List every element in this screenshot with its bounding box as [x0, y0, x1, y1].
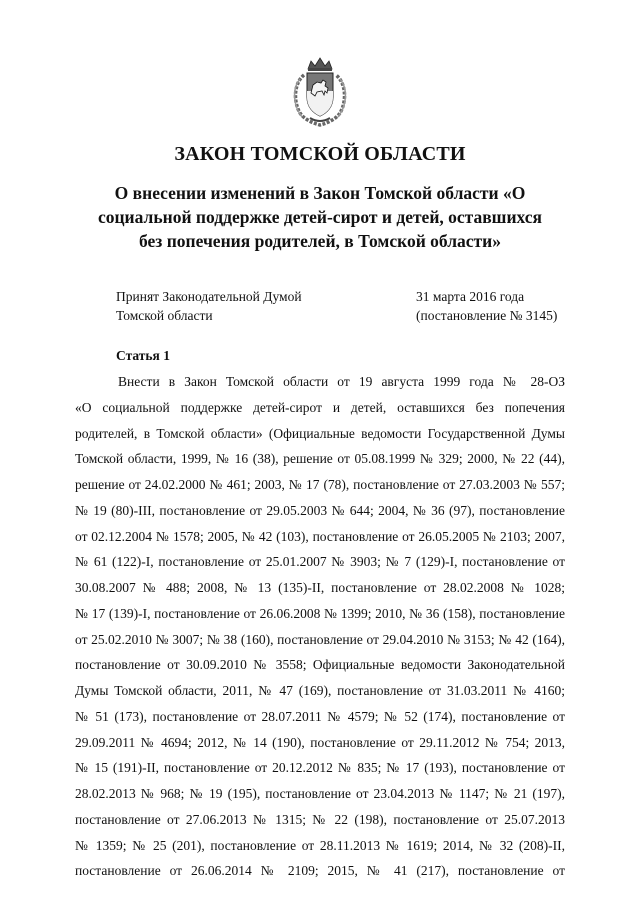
adoption-date: 31 марта 2016 года [416, 289, 525, 304]
article-body [75, 369, 565, 884]
article-text-line: Томской области, 1999, № 16 (38), решение от 05.08.1999 № 329; 2000, № 22 (44), [75, 451, 565, 467]
article-text-line: № 61 (122)-I, постановление от 25.01.2007 № 3903; № 7 (129)-I, постановление от [75, 554, 565, 570]
adopted-by-block [116, 287, 302, 325]
article-text-line: постановление от 26.06.2014 № 2109; 2015, № 41 (217), постановление от [75, 863, 565, 879]
article-text-line: «О социальной поддержке детей-сирот и детей, оставшихся без попечения [75, 399, 565, 415]
law-title: ЗАКОН ТОМСКОЙ ОБЛАСТИ [174, 143, 466, 165]
article-text-line: 30.08.2007 № 488; 2008, № 13 (135)-II, постановление от 28.02.2008 № 1028; [75, 580, 565, 595]
article-text-line: Внести в Закон Томской области от 19 августа 1999 года № 28-ОЗ [118, 374, 565, 389]
adoption-date-block [416, 287, 557, 325]
article-text-line: 28.02.2013 № 968; № 19 (195), постановление от 23.04.2013 № 1147; № 21 (197), [75, 786, 565, 801]
article-text-line: № 19 (80)-III, постановление от 29.05.2003 № 644; 2004, № 36 (97), постановление [75, 502, 565, 518]
article-text-line: № 51 (173), постановление от 28.07.2011 № 4579; № 52 (174), постановление от [75, 708, 565, 724]
article-text-line: № 17 (139)-I, постановление от 26.06.2008 № 1399; 2010, № 36 (158), постановление [75, 605, 565, 621]
article-text-line: родителей, в Томской области» (Официальные ведомости Государственной Думы [75, 425, 565, 441]
article-text-line: № 15 (191)-II, постановление от 20.12.2012 № 835; № 17 (193), постановление от [75, 760, 565, 776]
article-text-line: постановление от 27.06.2013 № 1315; № 22 (198), постановление от 25.07.2013 [75, 811, 565, 827]
adopted-by-line: Томской области [116, 308, 213, 323]
article-text-line: постановление от 30.09.2010 № 3558; Официальные ведомости Законодательной [75, 657, 565, 673]
article-text-line: от 02.12.2004 № 1578; 2005, № 42 (103), постановление от 26.05.2005 № 2103; 2007, [75, 528, 565, 544]
article-text-line: Думы Томской области, 2011, № 47 (169), постановление от 31.03.2011 № 4160; [75, 683, 565, 698]
article-heading: Статья 1 [116, 348, 170, 363]
document-subject: О внесении изменений в Закон Томской области «О социальной поддержке детей-сирот и детей, оставшихся без попечения родителей, в Томской области» [97, 183, 543, 251]
adopted-by-line: Принят Законодательной Думой [116, 289, 302, 304]
article-text-line: № 1359; № 25 (201), постановление от 28.11.2013 № 1619; 2014, № 32 (208)-II, [75, 837, 565, 853]
resolution-number: (постановление № 3145) [416, 308, 558, 323]
article-text-line: от 25.02.2010 № 3007; № 38 (160), постановление от 29.04.2010 № 3153; № 42 (164), [75, 631, 565, 647]
tomsk-region-coat-of-arms-icon [290, 55, 350, 127]
article-text-line: решение от 24.02.2000 № 461; 2003, № 17 (78), постановление от 27.03.2003 № 557; [75, 477, 565, 492]
article-text-line: 29.09.2011 № 4694; 2012, № 14 (190), постановление от 29.11.2012 № 754; 2013, [75, 734, 565, 750]
